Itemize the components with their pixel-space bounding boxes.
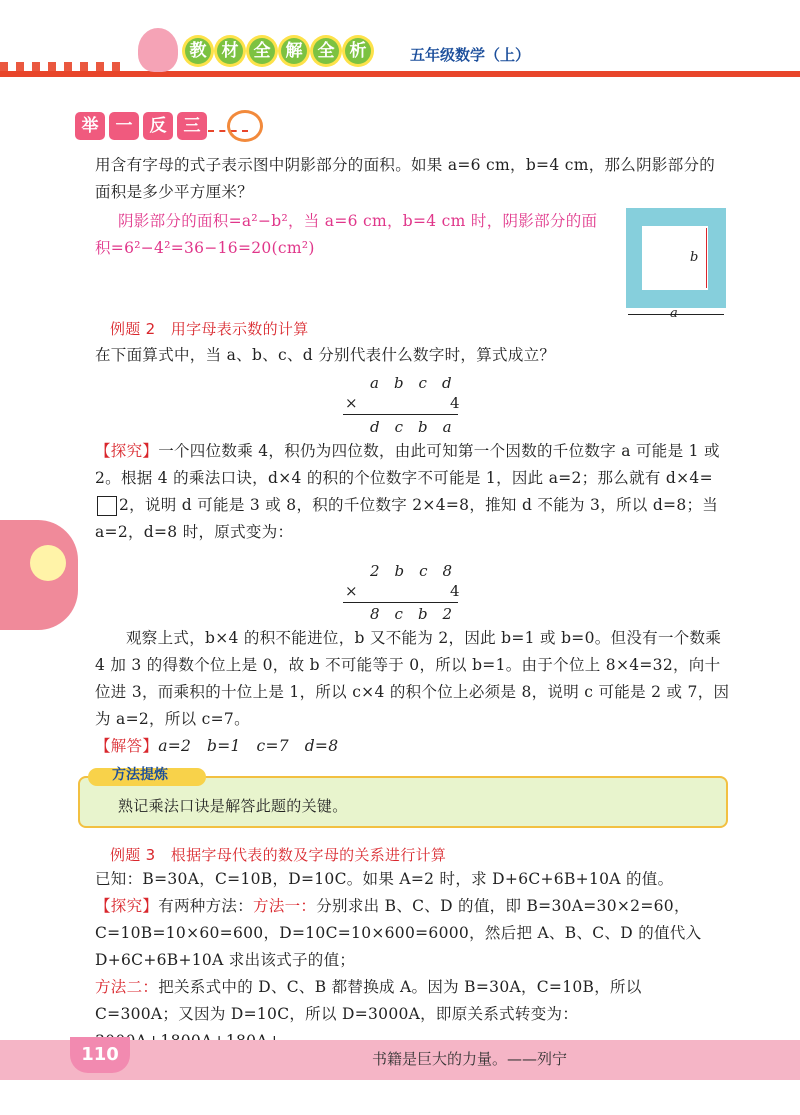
example-2-answer <box>95 733 730 760</box>
series-title-char: 全 <box>313 38 339 64</box>
calc1-multiplier: 4 <box>450 394 460 412</box>
explore3-method2: 把关系式中的 D、C、B 都替换成 A。因为 B=30A，C=10B，所以 C=300A；又因为 D=10C，所以 D=3000A，即原关系式转变为： <box>95 978 642 1023</box>
calc2-multiplier: 4 <box>450 582 460 600</box>
method-text: 熟记乘法口诀是解答此题的关键。 <box>118 797 348 815</box>
header-rule <box>0 71 800 77</box>
calc1-top: a b c d <box>370 374 452 392</box>
explore3-method1: 分别求出 B、C、D 的值，即 B=30A=30×2=60，C=10B=10×60=600，D=10C=10×600=6000，然后把 A、B、C、D 的值代入 D+6C+6B+10A 求出该式子的值； <box>95 897 702 969</box>
ribbon-icon <box>227 110 263 142</box>
example-2-question: 在下面算式中，当 a、b、c、d 分别代表什么数字时，算式成立？ <box>95 346 556 364</box>
method-two-label: 方法二： <box>95 978 159 996</box>
dimension-line-a <box>628 314 724 315</box>
page-number: 110 <box>70 1037 130 1073</box>
example-2-title: 例题 2 用字母表示数的计算 <box>110 320 309 338</box>
series-title-char: 教 <box>185 38 211 64</box>
calc2-result: 8 c b 2 <box>370 605 453 623</box>
example-3-explore <box>95 893 730 974</box>
dimension-line-b <box>706 228 707 288</box>
section-tag <box>75 112 207 140</box>
footer-quote: 书籍是巨大的力量。——列宁 <box>372 1050 568 1068</box>
calc2-operator: × <box>345 582 358 600</box>
method-one-label: 方法一： <box>253 897 317 915</box>
section-tag-char: 反 <box>143 112 173 140</box>
section-tag-char: 三 <box>177 112 207 140</box>
calc2-top: 2 b c 8 <box>370 562 453 580</box>
series-title-char: 材 <box>217 38 243 64</box>
cat-face-icon <box>30 545 66 581</box>
example-3-question: 已知：B=30A，C=10B，D=10C。如果 A=2 时，求 D+6C+6B+10A 的值。 <box>95 870 674 888</box>
answer-text: a=2 b=1 c=7 d=8 <box>158 737 339 755</box>
answer-label: 【解答】 <box>95 737 159 755</box>
series-title-char: 解 <box>281 38 307 64</box>
calc1-rule <box>343 414 458 415</box>
problem-answer-line2: 积=6²−4²=36−16=20(cm²) <box>95 239 315 257</box>
explore3-intro: 有两种方法： <box>158 897 254 915</box>
calc1-result: d c b a <box>370 418 452 436</box>
section-tag-char: 举 <box>75 112 105 140</box>
explore-text-1b: 2，说明 d 可能是 3 或 8，积的千位数字 2×4=8，推知 d 不能为 3，所以 d=8；当 a=2，d=8 时，原式变为： <box>95 496 719 541</box>
example-2-explore-2: 观察上式，b×4 的积不能进位，b 又不能为 2，因此 b=1 或 b=0。但没有一个数乘 4 加 3 的得数个位上是 0，故 b 不可能等于 0，所以 b=1。由于个位上 8×4=32，向十位进 3，而乘积的十位上是 1，所以 c×4 的积个位上必须是 8，说明 c 可能是 2 或 7，因为 a=2，所以 c=7。 <box>95 629 730 728</box>
label-a: a <box>670 306 678 321</box>
blank-box <box>97 496 117 516</box>
series-title <box>185 38 371 64</box>
problem-question: 用含有字母的式子表示图中阴影部分的面积。如果 a=6 cm，b=4 cm，那么阴影部分的面积是多少平方厘米？ <box>95 156 716 201</box>
example-3-title: 例题 3 根据字母代表的数及字母的关系进行计算 <box>110 846 447 864</box>
explore-text-1: 一个四位数乘 4，积仍为四位数，由此可知第一个因数的千位数字 a 可能是 1 或 2。根据 4 的乘法口诀，d×4 的积的个位数字不可能是 1，因此 a=2；那么就有 d×4= <box>95 442 720 487</box>
explore-label: 【探究】 <box>95 442 159 460</box>
method-label: 方法提炼 <box>112 767 168 783</box>
section-tag-char: 一 <box>109 112 139 140</box>
girl-mascot-icon <box>138 28 178 72</box>
book-subtitle: 五年级数学（上） <box>410 46 531 64</box>
problem-answer-line1: 阴影部分的面积=a²−b²，当 a=6 cm，b=4 cm 时，阴影部分的面 <box>118 212 598 230</box>
calc1-operator: × <box>345 394 358 412</box>
explore-label-3: 【探究】 <box>95 897 159 915</box>
series-title-char: 全 <box>249 38 275 64</box>
label-b: b <box>690 250 699 265</box>
series-title-char: 析 <box>345 38 371 64</box>
example-2-explore <box>95 438 730 546</box>
